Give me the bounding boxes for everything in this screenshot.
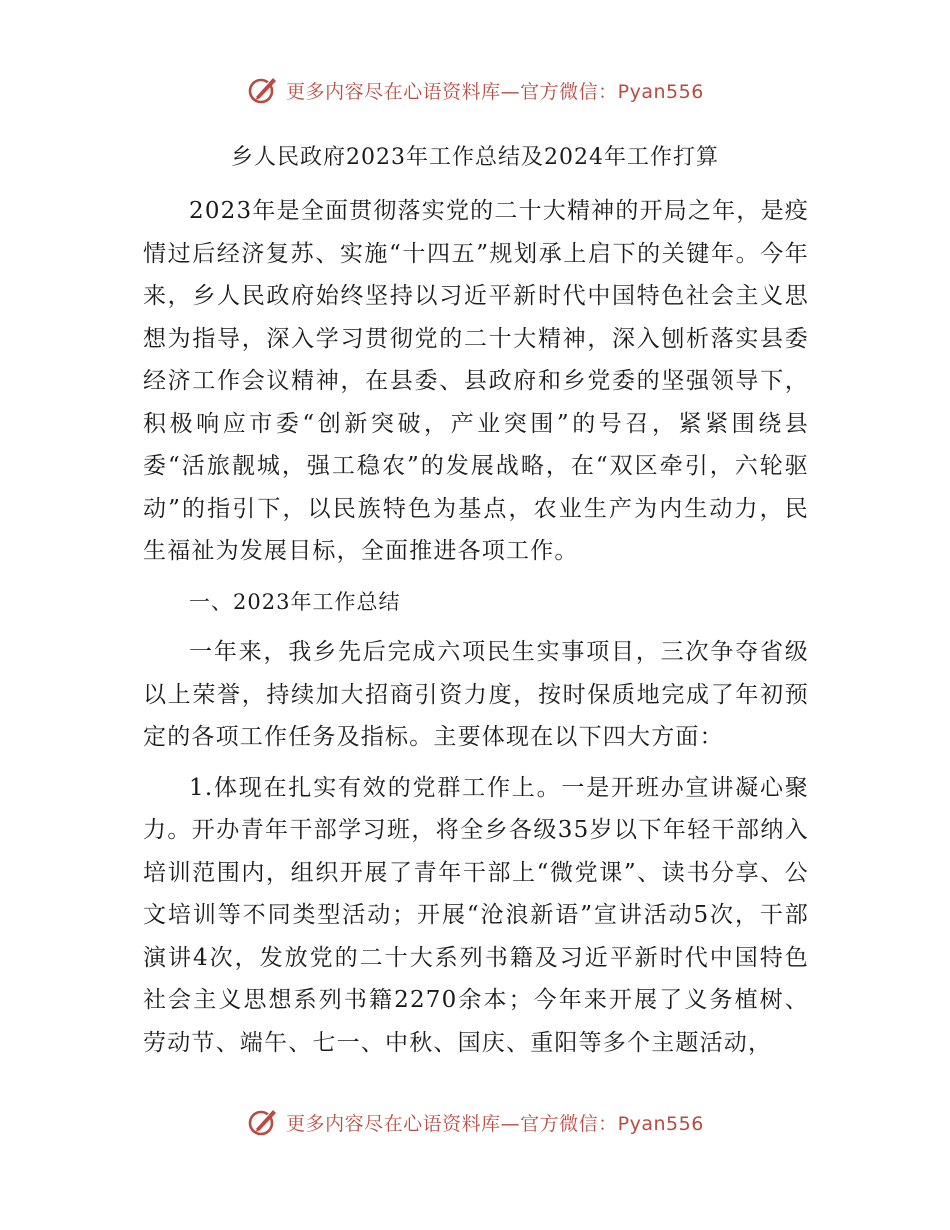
document-title: 乡人民政府2023年工作总结及2024年工作打算 (231, 145, 719, 170)
section-heading: 一、2023年工作总结 (189, 589, 401, 614)
quill-pen-icon (246, 73, 280, 107)
watermark-header (0, 70, 950, 110)
summary-paragraph: 一年来，我乡先后完成六项民生实事项目，三次争夺省级以上荣誉，持续加大招商引资力度，按时保质地完成了年初预定的各项工作任务及指标。主要体现在以下四大方面： (143, 639, 809, 750)
document-body (143, 190, 809, 1064)
quill-pen-icon (246, 1105, 280, 1139)
watermark-text: 更多内容尽在心语资料库—官方微信：Pyan556 (286, 80, 704, 103)
watermark-footer (0, 1102, 950, 1142)
watermark-text: 更多内容尽在心语资料库—官方微信：Pyan556 (286, 1112, 704, 1135)
intro-paragraph: 2023年是全面贯彻落实党的二十大精神的开局之年，是疫情过后经济复苏、实施“十四五”规划承上启下的关键年。今年来，乡人民政府始终坚持以习近平新时代中国特色社会主义思想为指导，深入学习贯彻党的二十大精神，深入刨析落实县委经济工作会议精神，在县委、县政府和乡党委的坚强领导下，积极响应市委“创新突破，产业突围”的号召，紧紧围绕县委“活旅靓城，强工稳农”的发展战略，在“双区牵引，六轮驱动”的指引下，以民族特色为基点，农业生产为内生动力，民生福祉为发展目标，全面推进各项工作。 (143, 198, 809, 564)
party-work-paragraph: 1.体现在扎实有效的党群工作上。一是开班办宣讲凝心聚力。开办青年干部学习班，将全乡各级35岁以下年轻干部纳入培训范围内，组织开展了青年干部上“微党课”、读书分享、公文培训等不同类型活动；开展“沧浪新语”宣讲活动5次，干部演讲4次，发放党的二十大系列书籍及习近平新时代中国特色社会主义思想系列书籍2270余本；今年来开展了义务植树、劳动节、端午、七一、中秋、国庆、重阳等多个主题活动， (143, 774, 809, 1056)
